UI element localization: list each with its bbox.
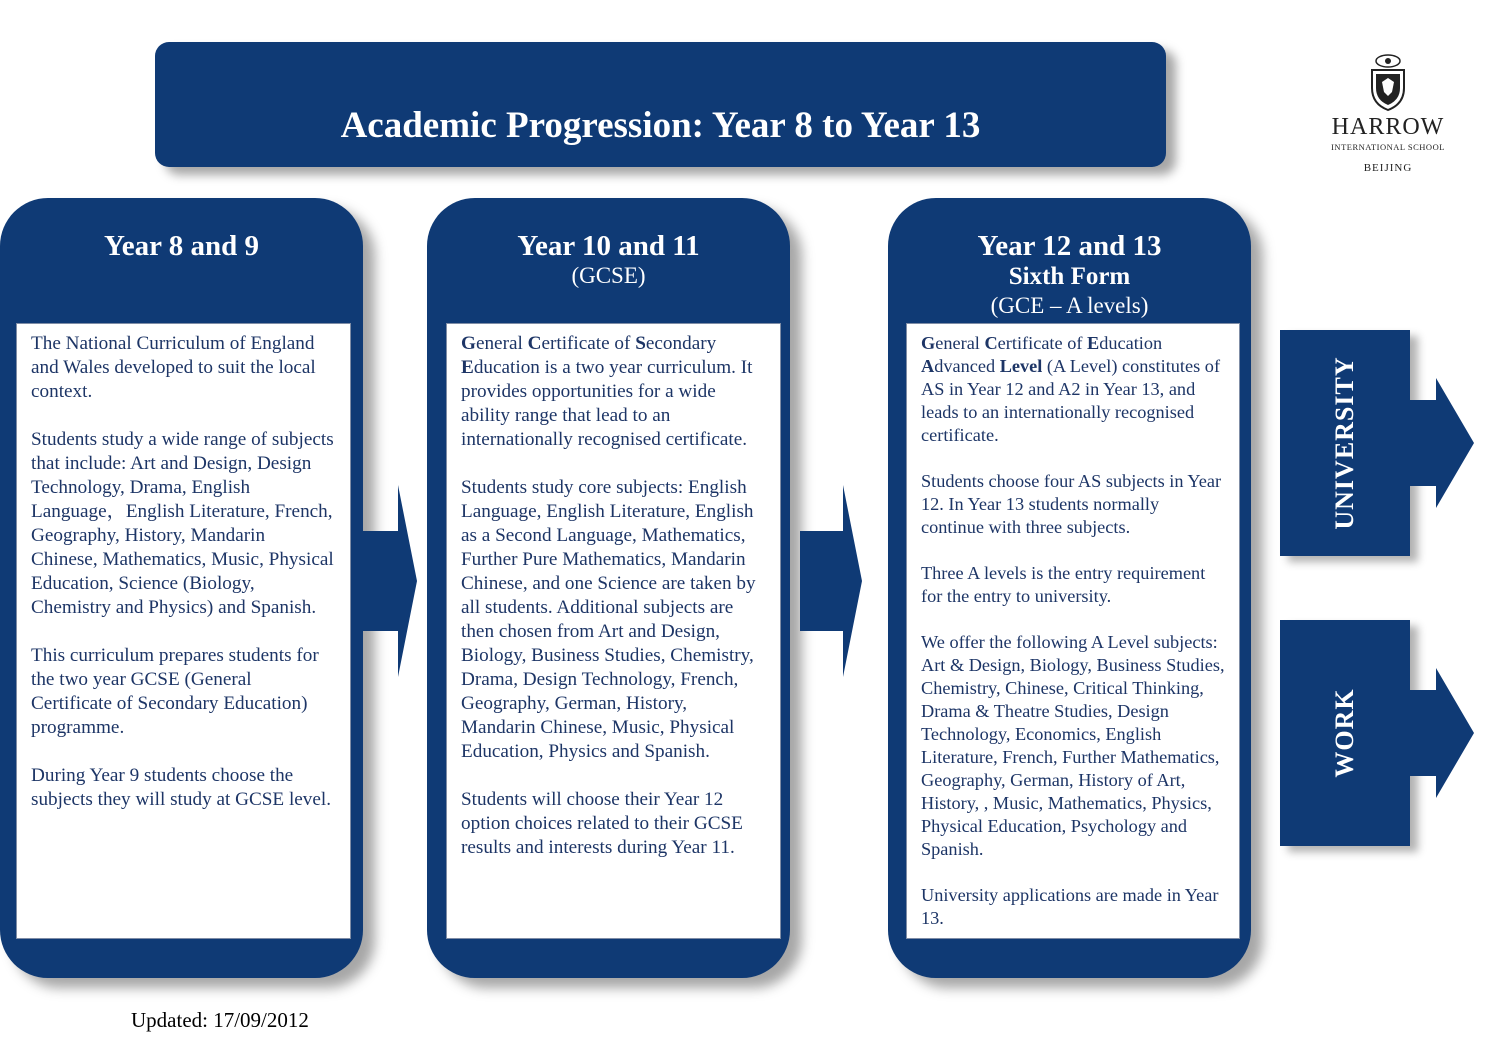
intro-paragraph: General Certificate of Secondary Education is a two year curriculum. It provides opportunities for a wide ability range that lead to an internationally recognised certificate.: [461, 333, 753, 450]
outcome-university: [1280, 330, 1410, 556]
column-heading: Year 8 and 9: [104, 230, 259, 262]
outcome-work: [1280, 620, 1410, 846]
progression-arrow-icon: [355, 485, 420, 677]
column-body: [16, 323, 351, 939]
paragraph: Students will choose their Year 12 option choices related to their GCSE results and interests during Year 11.: [461, 789, 743, 858]
title-banner: [155, 42, 1166, 167]
paragraph: Students study core subjects: English Language, English Literature, English as a Second Language, Mathematics, Further Pure Mathematics, Mandarin Chinese, and one Science are taken by all students. Additional subjects are then chosen from Art and Design, Biology, Business Studies, Chemistry, Drama, Design Technology, French, Geography, German, History, Mandarin Chinese, Music, Physical Education, Physics and Spanish.: [461, 477, 756, 762]
intro-paragraph: General Certificate of Education Advanced Level (A Level) constitutes of AS in Year 12 and A2 in Year 13, and leads to an internationally recognised certificate.: [921, 333, 1221, 445]
column-year-8-9: [0, 198, 363, 978]
column-body: [906, 323, 1240, 939]
column-heading: Year 12 and 13: [977, 230, 1162, 262]
paragraph: The National Curriculum of England and Wales developed to suit the local context.: [31, 333, 316, 402]
column-heading-2: Sixth Form: [1008, 263, 1131, 290]
column-subheading: (GCE – A levels): [990, 293, 1149, 318]
paragraph: This curriculum prepares students for the two year GCSE (General Certificate of Secondary Education) programme.: [31, 645, 319, 738]
logo-name: HARROW: [1331, 114, 1445, 140]
column-subheading: (GCSE): [571, 263, 646, 288]
progression-arrow-icon: [800, 485, 865, 677]
column-body: [446, 323, 781, 939]
school-logo: [1326, 52, 1450, 187]
paragraph: University applications are made in Year 13.: [921, 885, 1219, 928]
column-year-12-13: [888, 198, 1251, 978]
logo-city: BEIJING: [1363, 162, 1413, 174]
university-arrow-icon: [1408, 378, 1476, 508]
column-year-10-11: [427, 198, 790, 978]
crest-icon: [1368, 52, 1408, 112]
paragraph: Students choose four AS subjects in Year 12. In Year 13 students normally continue with three subjects.: [921, 471, 1222, 537]
outcome-label: UNIVERSITY: [1330, 356, 1359, 530]
updated-date: Updated: 17/09/2012: [131, 1008, 309, 1032]
logo-subtitle: INTERNATIONAL SCHOOL: [1331, 142, 1445, 152]
paragraph: Students study a wide range of subjects that include: Art and Design, Design Technology, Drama, English Language，English Literature, French, Geography, History, Mandarin Chinese, Mathematics, Music, Physical Education, Science (Biology, Chemistry and Physics) and Spanish.: [31, 429, 334, 618]
column-heading: Year 10 and 11: [517, 230, 700, 262]
paragraph: Three A levels is the entry requirement for the entry to university.: [921, 563, 1206, 606]
page-title: Academic Progression: Year 8 to Year 13: [340, 105, 981, 146]
outcome-label: WORK: [1330, 688, 1359, 778]
paragraph: We offer the following A Level subjects: Art & Design, Biology, Business Studies, Chemistry, Chinese, Critical Thinking, Drama & Theatre Studies, Design Technology, Economics, English Literature, French, Further Mathematics, Geography, German, History of Art, History, , Music, Mathematics, Physics, Physical Education, Psychology and Spanish.: [921, 632, 1225, 859]
work-arrow-icon: [1408, 668, 1476, 798]
paragraph: During Year 9 students choose the subjects they will study at GCSE level.: [31, 765, 332, 810]
